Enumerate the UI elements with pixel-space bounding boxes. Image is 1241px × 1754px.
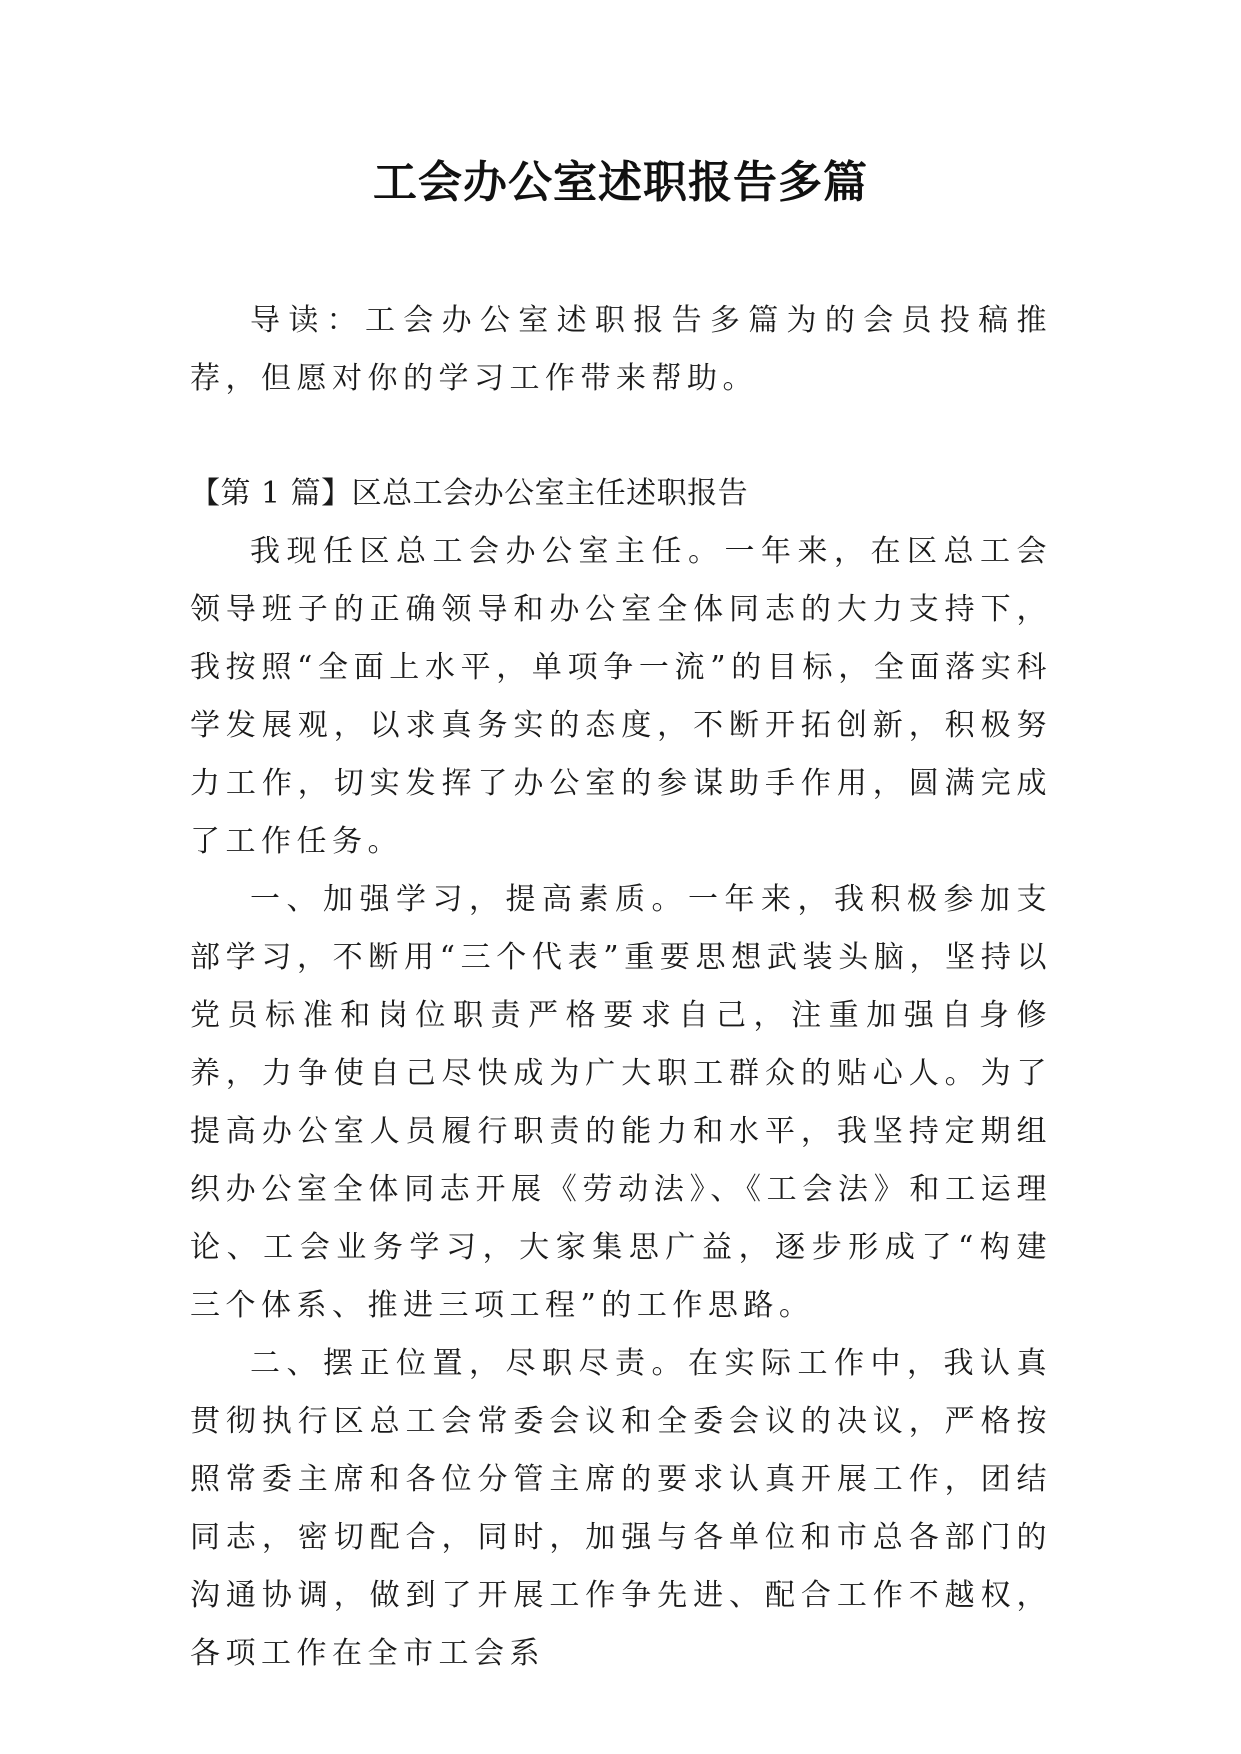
section-heading: 【第 1 篇】区总工会办公室主任述职报告: [190, 476, 749, 511]
main-block: [190, 465, 1052, 1683]
document-title: 工会办公室述职报告多篇: [373, 157, 868, 208]
body-paragraph-2: 一、加强学习，提高素质。一年来，我积极参加支部学习，不断用“三个代表”重要思想武装头脑，坚持以党员标准和岗位职责严格要求自己，注重加强自身修养，力争使自己尽快成为广大职工群众的贴心人。为了提高办公室人员履行职责的能力和水平，我坚持定期组织办公室全体同志开展《劳动法》、《工会法》和工运理论、工会业务学习，大家集思广益，逐步形成了“构建三个体系、推进三项工程”的工作思路。: [190, 882, 1052, 1323]
intro-paragraph: 导读：工会办公室述职报告多篇为的会员投稿推荐，但愿对你的学习工作带来帮助。: [190, 303, 1052, 396]
intro-block: [190, 292, 1052, 408]
body-paragraph-1: 我现任区总工会办公室主任。一年来，在区总工会领导班子的正确领导和办公室全体同志的大力支持下，我按照“全面上水平，单项争一流”的目标，全面落实科学发展观，以求真务实的态度，不断开拓创新，积极努力工作，切实发挥了办公室的参谋助手作用，圆满完成了工作任务。: [190, 534, 1052, 859]
body-paragraph-3: 二、摆正位置，尽职尽责。在实际工作中，我认真贯彻执行区总工会常委会议和全委会议的决议，严格按照常委主席和各位分管主席的要求认真开展工作，团结同志，密切配合，同时，加强与各单位和市总各部门的沟通协调，做到了开展工作争先进、配合工作不越权，各项工作在全市工会系: [190, 1346, 1052, 1671]
